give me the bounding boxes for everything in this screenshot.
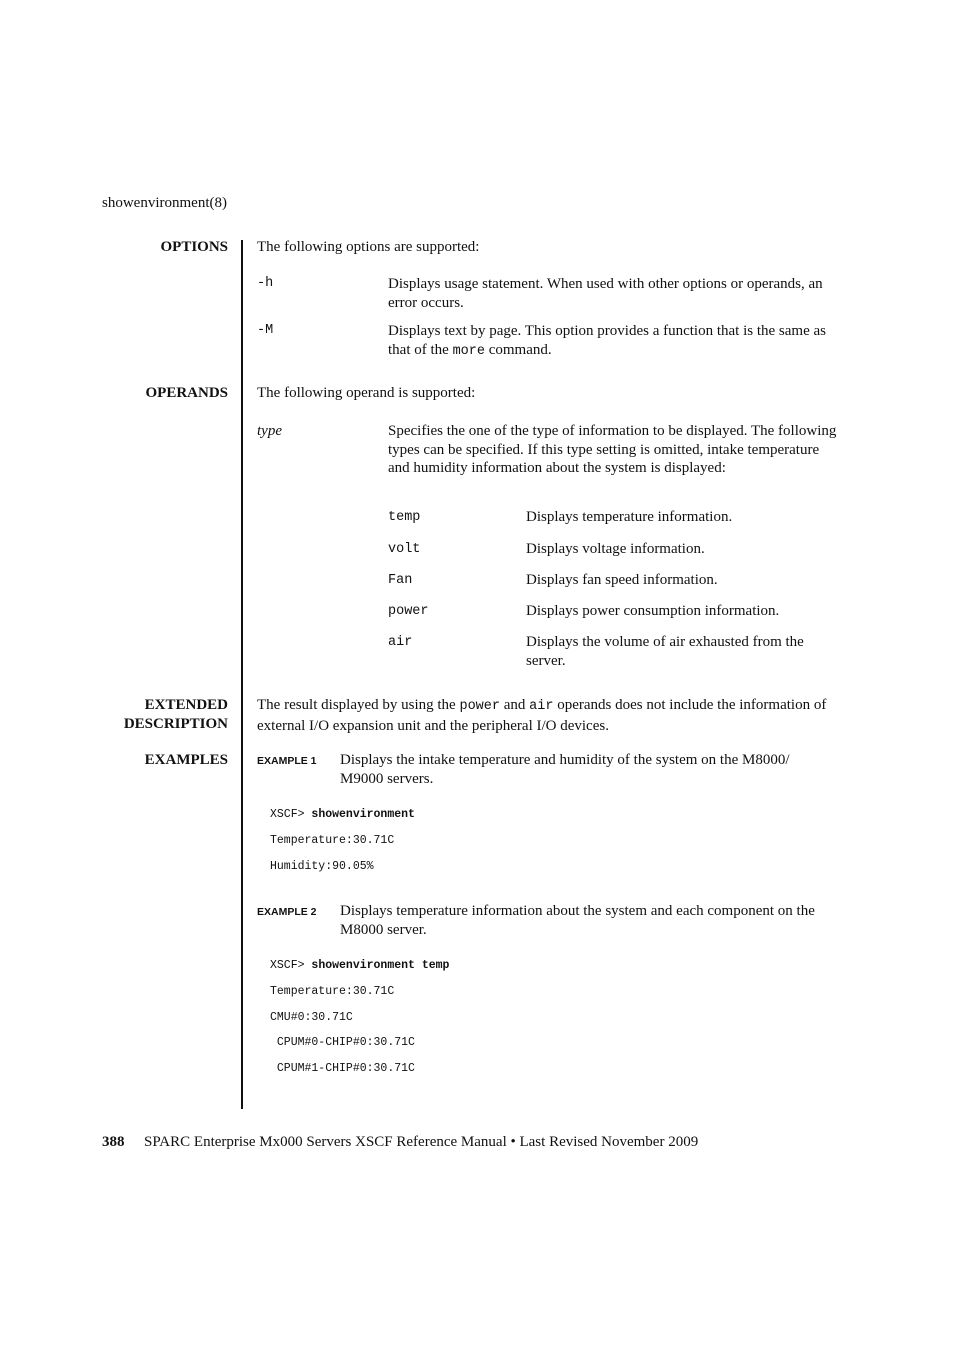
example-caption: Displays the intake temperature and humidity of the system on the M8000/ M9000 servers. [340,752,790,787]
example-caption: Displays temperature information about the system and each component on the M8000 server. [340,903,815,938]
options-intro: The following options are supported: [257,239,480,255]
example-label: EXAMPLE 1 [257,755,317,767]
operand-term-type: type [257,423,282,439]
inline-code-more: more [452,343,485,359]
extended-description-text: The result displayed by using the power and air operands does not include the information of external I/O expansion unit and the peripheral I/O devices. [257,697,827,734]
type-desc: Displays power consumption information. [526,603,780,619]
type-desc: Displays fan speed information. [526,572,718,588]
type-name: volt [388,542,421,557]
code-output-line: Humidity:90.05% [270,860,374,873]
code-output-line: Temperature:30.71C [270,834,395,847]
type-name: Fan [388,573,413,588]
type-desc: Displays temperature information. [526,509,733,525]
code-command-line: XSCF> showenvironment temp [270,959,450,972]
footer-text: SPARC Enterprise Mx000 Servers XSCF Reference Manual • Last Revised November 2009 [144,1134,699,1150]
option-desc-h: Displays usage statement. When used with other options or operands, an error occurs. [388,276,823,311]
code-output-line: Temperature:30.71C [270,985,395,998]
section-heading-options: OPTIONS [160,239,228,255]
type-desc: Displays voltage information. [526,541,705,557]
operands-intro: The following operand is supported: [257,385,476,401]
inline-code-air: air [529,699,554,714]
option-term-h: -h [257,276,274,291]
code-output-line: CPUM#1-CHIP#0:30.71C [270,1062,415,1075]
operand-desc-type: Specifies the one of the type of information to be displayed. The following types can be specified. If this type setting is omitted, intake temperature and humidity information about the system is displayed: [388,423,837,476]
section-heading-extended-description: EXTENDED DESCRIPTION [123,697,228,732]
section-heading-operands: OPERANDS [145,385,228,401]
page-number: 388 [102,1134,125,1150]
running-header: showenvironment(8) [102,195,227,211]
example-label: EXAMPLE 2 [257,906,317,918]
type-name: temp [388,510,421,525]
inline-code-power: power [459,699,500,714]
option-desc-M: Displays text by page. This option provides a function that is the same as that of the more command. [388,323,826,359]
code-command-line: XSCF> showenvironment [270,808,415,821]
code-output-line: CPUM#0-CHIP#0:30.71C [270,1036,415,1049]
type-name: air [388,635,413,650]
type-name: power [388,604,429,619]
code-output-line: CMU#0:30.71C [270,1011,353,1024]
type-desc: Displays the volume of air exhausted from the server. [526,634,804,669]
section-heading-examples: EXAMPLES [144,752,228,768]
section-divider-rule [241,240,243,1109]
option-term-M: -M [257,323,274,338]
